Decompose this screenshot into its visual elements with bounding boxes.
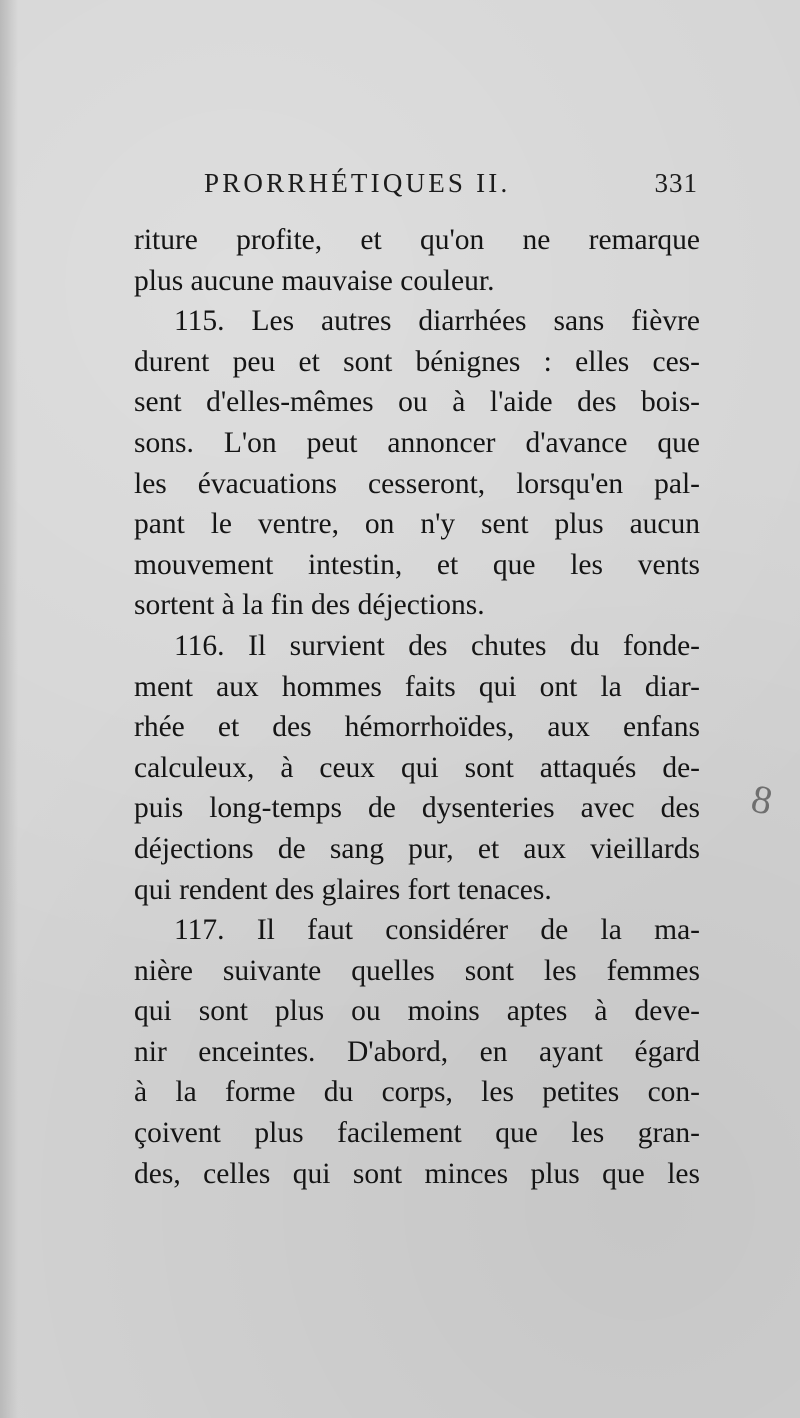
text-line: rhée et des hémorrhoïdes, aux enfans xyxy=(134,711,700,744)
text-line: çoivent plus facilement que les gran- xyxy=(134,1117,700,1150)
text-line: les évacuations cesseront, lorsqu'en pal- xyxy=(134,467,700,500)
text-line: plus aucune mauvaise couleur. xyxy=(134,264,495,297)
text-line: sent d'elles-mêmes ou à l'aide des bois- xyxy=(134,386,700,419)
text-line: ment aux hommes faits qui ont la diar- xyxy=(134,670,700,703)
page-header xyxy=(204,168,698,208)
handwritten-margin-mark: 8 xyxy=(747,775,777,824)
body-text xyxy=(134,220,700,1194)
text-line: nir enceintes. D'abord, en ayant égard xyxy=(134,1035,700,1068)
text-line: sortent à la fin des déjections. xyxy=(134,589,485,622)
page-number: 331 xyxy=(654,168,698,198)
page-gutter-shadow xyxy=(0,0,18,1418)
text-line: riture profite, et qu'on ne remarque xyxy=(134,224,700,256)
text-line: déjections de sang pur, et aux vieillards xyxy=(134,832,700,865)
text-line: nière suivante quelles sont les femmes xyxy=(134,954,700,987)
text-line: 117. Il faut considérer de la ma- xyxy=(174,914,700,947)
text-line: qui sont plus ou moins aptes à deve- xyxy=(134,995,700,1028)
text-line: 116. Il survient des chutes du fonde- xyxy=(174,629,700,662)
running-head: PRORRHÉTIQUES II. xyxy=(204,168,511,198)
text-line: 115. Les autres diarrhées sans fièvre xyxy=(174,305,700,338)
text-line: sons. L'on peut annoncer d'avance que xyxy=(134,426,700,459)
text-line: qui rendent des glaires fort tenaces. xyxy=(134,873,552,906)
text-line: calculeux, à ceux qui sont attaqués de- xyxy=(134,751,700,784)
text-line: pant le ventre, on n'y sent plus aucun xyxy=(134,508,700,541)
text-line: mouvement intestin, et que les vents xyxy=(134,548,700,581)
text-line: puis long-temps de dysenteries avec des xyxy=(134,792,700,825)
text-line: des, celles qui sont minces plus que les xyxy=(134,1157,700,1190)
text-line: à la forme du corps, les petites con- xyxy=(134,1076,700,1109)
text-line: durent peu et sont bénignes : elles ces- xyxy=(134,345,700,378)
